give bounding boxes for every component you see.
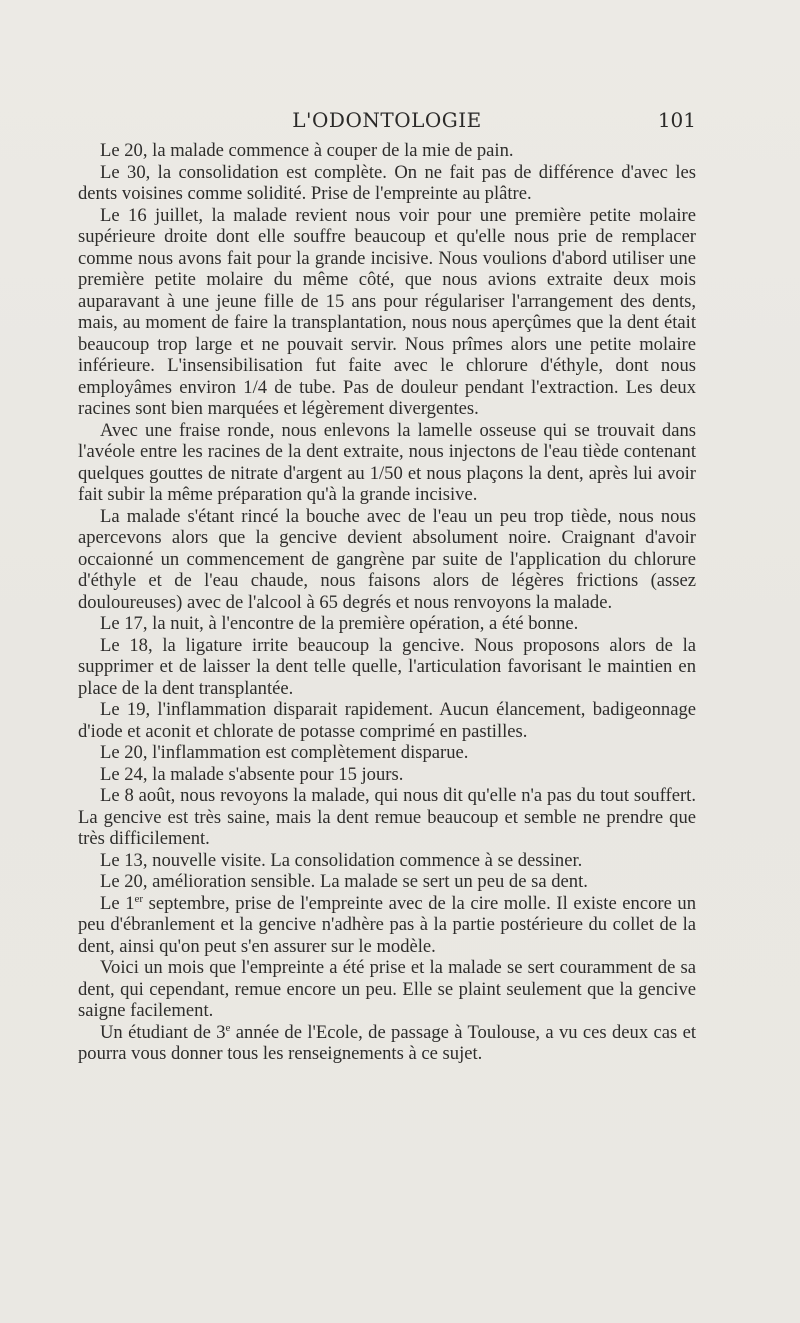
paragraph-text: Le 1 (100, 892, 135, 914)
paragraph (78, 1022, 696, 1065)
page-header (78, 108, 696, 136)
paragraph (78, 893, 696, 958)
paragraph: Le 13, nouvelle visite. La consolidation commence à se dessiner. (100, 849, 583, 871)
body-text (78, 140, 696, 1065)
paragraph: Le 16 juillet, la malade revient nous voir pour une première petite molaire supérieure droite dont elle souffre beaucoup et qu'elle nous prie de remplacer comme nous avons fait pour la grande incisive. Nous voulions d'abord utiliser une première petite molaire du même côté, que nous avions extraite deux mois auparavant à une jeune fille de 15 ans pour régulariser l'arrangement des dents, mais, au moment de faire la transplantation, nous nous aperçûmes que la dent était beaucoup trop large et ne pouvait servir. Nous prîmes alors une petite molaire inférieure. L'insensibilisation fut faite avec le chlorure d'éthyle, dont nous employâmes environ 1/4 de tube. Pas de douleur pendant l'extraction. Les deux racines sont bien marquées et légèrement divergentes. (78, 204, 696, 419)
paragraph: Avec une fraise ronde, nous enlevons la lamelle osseuse qui se trouvait dans l'avéole entre les racines de la dent extraite, nous injectons de l'eau tiède contenant quelques gouttes de nitrate d'argent au 1/50 et nous plaçons la dent, après lui avoir fait subir la même préparation qu'à la grande incisive. (78, 419, 696, 505)
paragraph-text: année de l'Ecole, de passage à Toulouse, a vu ces deux cas et pourra vous donner tous les renseignements à ce sujet. (78, 1021, 696, 1064)
paragraph-text: Un étudiant de 3 (100, 1021, 226, 1043)
paragraph: Le 20, la malade commence à couper de la mie de pain. (100, 140, 514, 161)
superscript-ordinal: e (225, 1021, 231, 1034)
page-number: 101 (657, 108, 696, 132)
paragraph: Le 18, la ligature irrite beaucoup la gencive. Nous proposons alors de la supprimer et de laisser la dent telle quelle, l'articulation favorisant le maintien en place de la dent transplantée. (78, 634, 696, 699)
paragraph-text: septembre, prise de l'empreinte avec de la cire molle. Il existe encore un peu d'ébranlement et la gencive n'adhère pas à la partie postérieure du collet de la dent, ainsi qu'on peut s'en assurer sur le modèle. (78, 892, 697, 957)
paragraph: Le 19, l'inflammation disparait rapidement. Aucun élancement, badigeonnage d'iode et aconit et chlorate de potasse comprimé en pastilles. (78, 699, 696, 742)
paragraph: Le 8 août, nous revoyons la malade, qui nous dit qu'elle n'a pas du tout souffert. La gencive est très saine, mais la dent remue beaucoup et semble ne prendre que très difficilement. (78, 785, 696, 849)
paragraph: Le 24, la malade s'absente pour 15 jours. (100, 763, 404, 785)
paragraph: Le 17, la nuit, à l'encontre de la première opération, a été bonne. (100, 613, 579, 634)
paragraph: Le 30, la consolidation est complète. On ne fait pas de différence d'avec les dents voisines comme solidité. Prise de l'empreinte au plâtre. (78, 161, 696, 204)
superscript-ordinal: er (134, 892, 144, 905)
running-head: L'ODONTOLOGIE (292, 108, 482, 132)
paragraph: Voici un mois que l'empreinte a été prise et la malade se sert couramment de sa dent, qui cependant, remue encore un peu. Elle se plaint seulement que la gencive saigne facilement. (78, 957, 696, 1021)
paragraph: La malade s'étant rincé la bouche avec de l'eau un peu trop tiède, nous nous apercevons alors que la gencive devient absolument noire. Craignant d'avoir occaionné un commencement de gangrène par suite de l'application du chlorure d'éthyle et de l'eau chaude, nous faisons alors de légères frictions (assez douloureuses) avec de l'alcool à 65 degrés et nous renvoyons la malade. (78, 505, 696, 613)
paragraph: Le 20, amélioration sensible. La malade se sert un peu de sa dent. (100, 871, 588, 892)
paragraph: Le 20, l'inflammation est complètement disparue. (100, 742, 469, 763)
